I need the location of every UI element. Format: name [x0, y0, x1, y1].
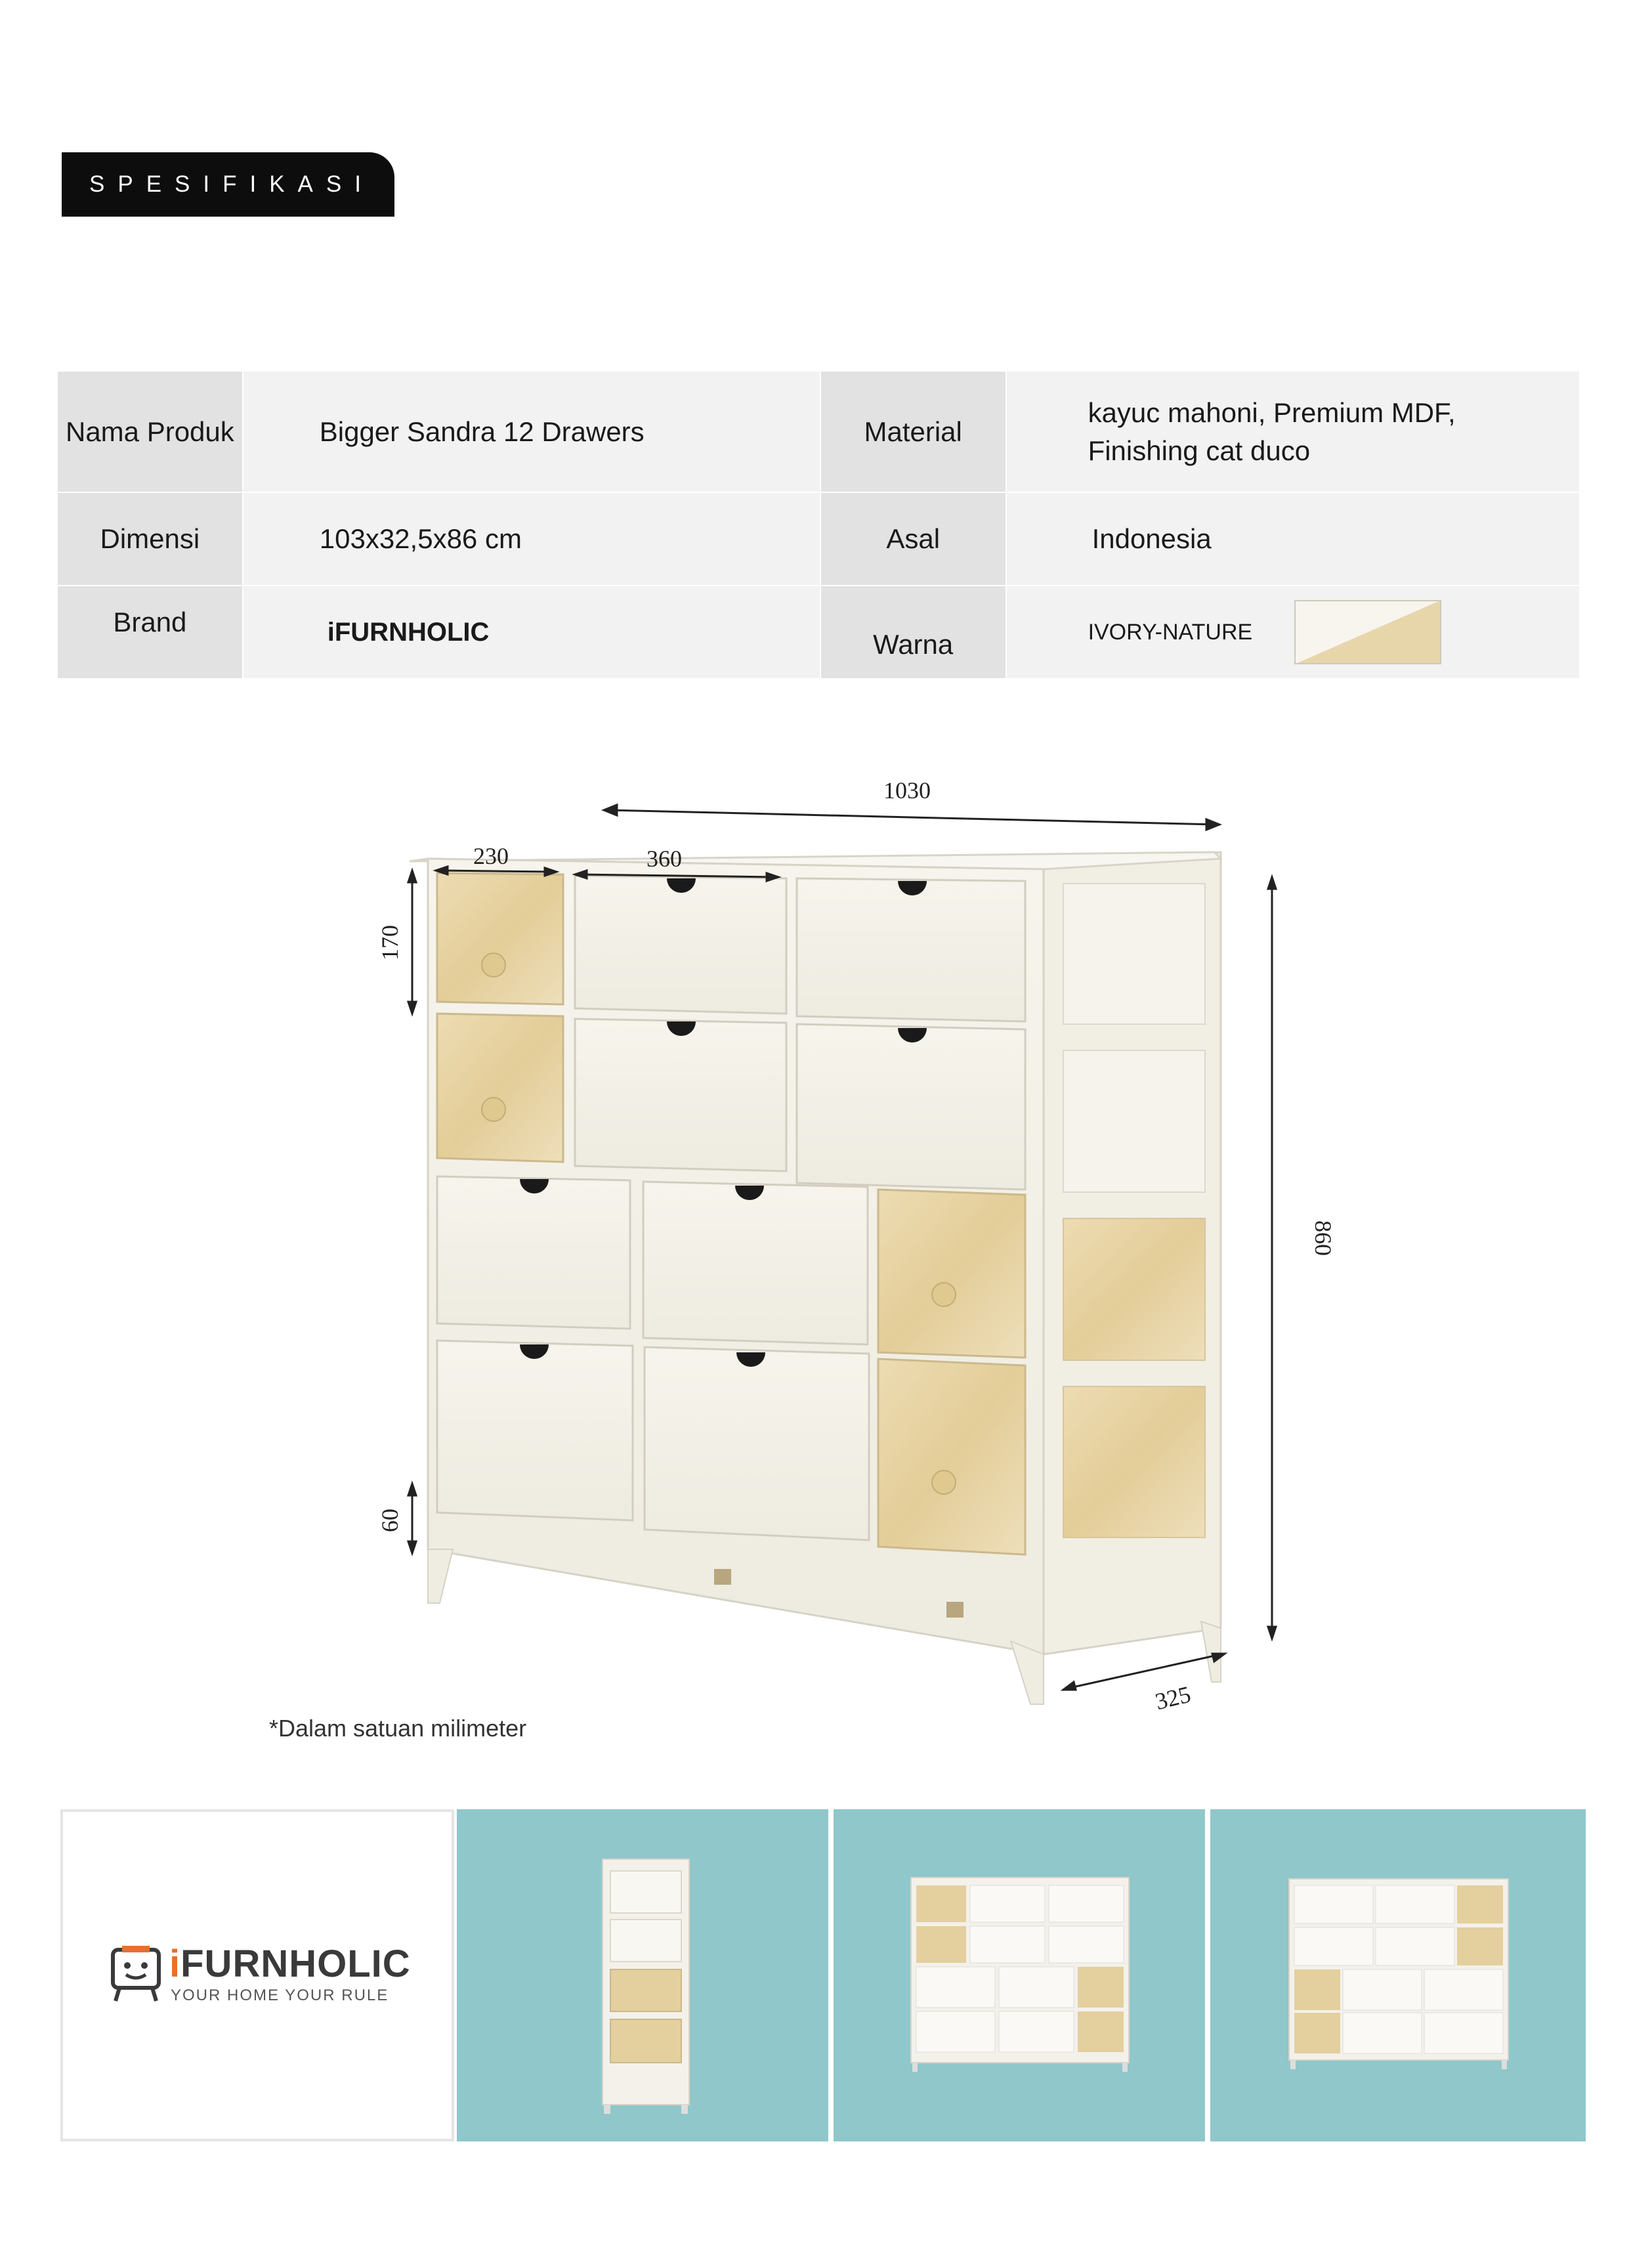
front-view-panel [834, 1809, 1205, 2141]
spesifikasi-label: SPESIFIKASI [89, 171, 374, 197]
furniture-drawing [341, 775, 1352, 1720]
spec-row-dimensi [57, 492, 1580, 586]
dim-drawer-height: 170 [377, 925, 403, 960]
dim-wide-drawer: 360 [646, 846, 682, 872]
logo-panel [60, 1809, 454, 2141]
dimensi-label: Dimensi [57, 492, 243, 586]
dimensi-value: 103x32,5x86 cm [243, 492, 820, 586]
unit-note: *Dalam satuan milimeter [269, 1715, 527, 1742]
front-view-image [834, 1809, 1205, 2141]
tv-face-icon [110, 1946, 161, 2002]
color-swatch [1294, 600, 1441, 664]
side-view-panel [457, 1809, 828, 2141]
logo-wordmark [169, 1943, 411, 1985]
side-view-image [457, 1809, 828, 2141]
dim-leg-height: 60 [377, 1509, 403, 1532]
brand-value: iFURNHOLIC [243, 586, 820, 679]
logo-accent: i [169, 1943, 181, 1985]
spec-row-nama [57, 371, 1580, 492]
logo-tagline: YOUR HOME YOUR RULE [171, 1987, 389, 2004]
nama-produk-label: Nama Produk [57, 371, 243, 492]
warna-value: IVORY-NATURE [1088, 619, 1253, 645]
back-view-panel [1210, 1809, 1586, 2141]
material-line-1: kayuc mahoni, Premium MDF, [1088, 397, 1456, 428]
material-label: Material [820, 371, 1006, 492]
warna-cell [1006, 586, 1580, 679]
material-line-2: Finishing cat duco [1088, 435, 1311, 466]
dim-total-height: 860 [1310, 1220, 1336, 1256]
brand-label: Brand [57, 586, 243, 679]
warna-label: Warna [820, 586, 1006, 679]
back-view-image [1210, 1809, 1586, 2141]
dim-depth: 325 [1153, 1681, 1194, 1715]
spesifikasi-tag [62, 152, 394, 217]
material-value [1006, 371, 1580, 492]
logo-main: FURNHOLIC [180, 1943, 411, 1985]
brand-logo [110, 1943, 412, 2015]
nama-produk-value: Bigger Sandra 12 Drawers [243, 371, 820, 492]
warna-wrap [1088, 600, 1579, 664]
asal-value: Indonesia [1006, 492, 1580, 586]
spec-table [56, 370, 1580, 679]
asal-label: Asal [820, 492, 1006, 586]
gallery-strip [60, 1809, 1586, 2141]
dim-width: 1030 [883, 777, 931, 804]
spec-row-brand [57, 586, 1580, 679]
dim-small-drawer: 230 [473, 843, 509, 869]
